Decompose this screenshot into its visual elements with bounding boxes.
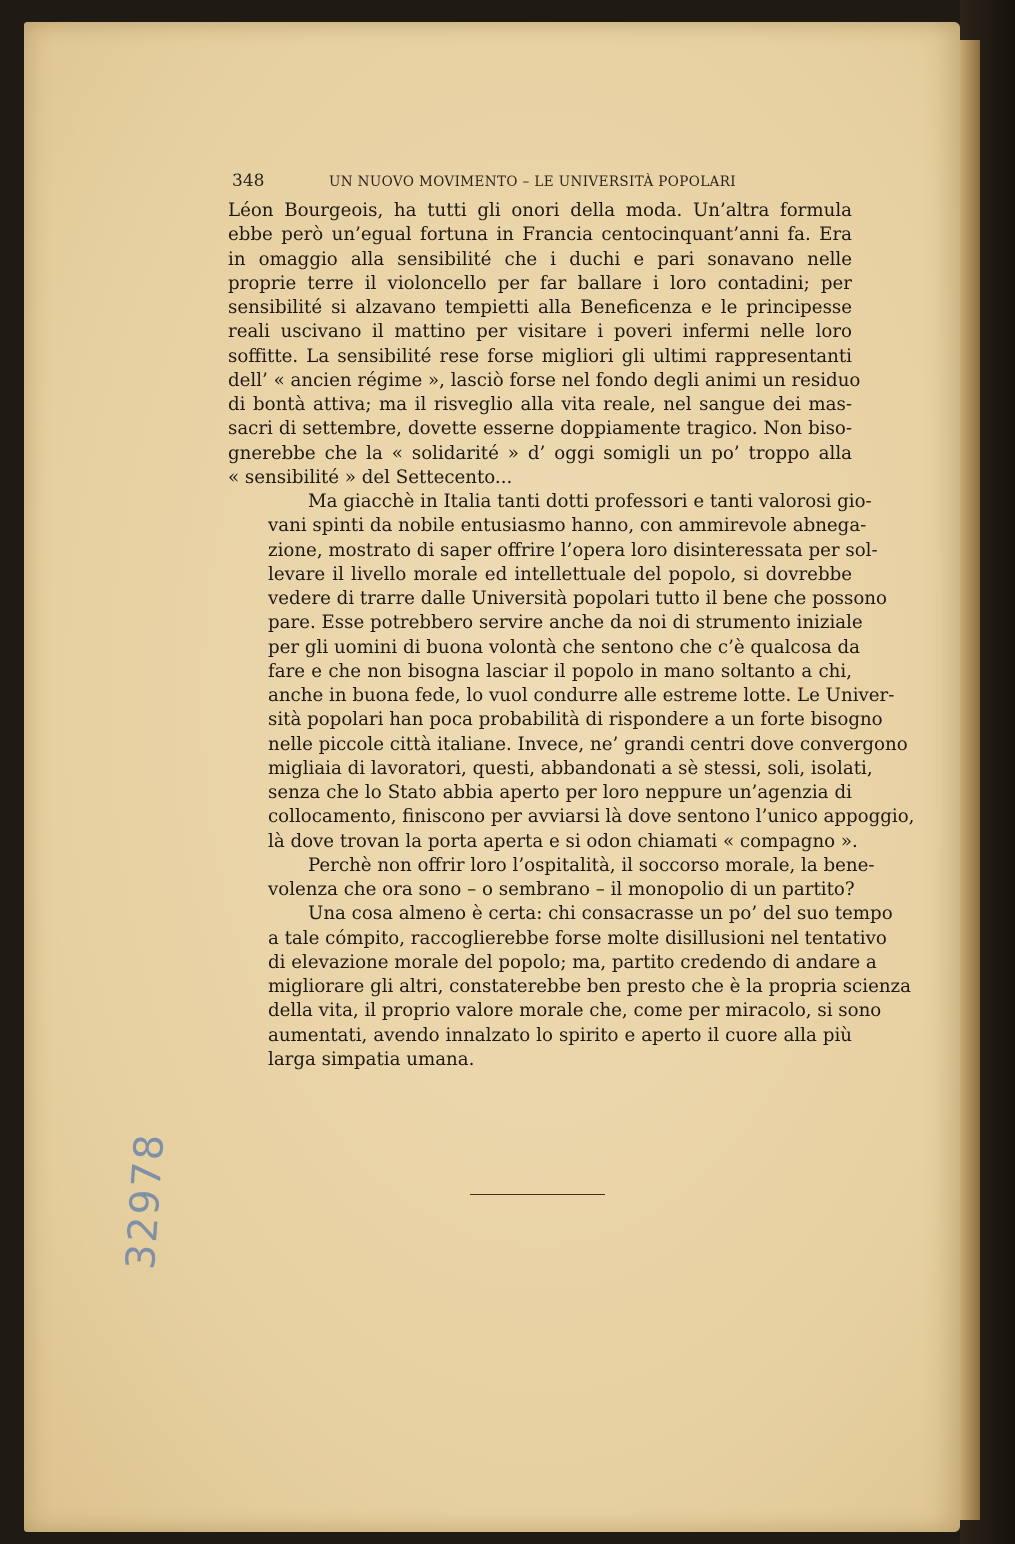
text-line: levare il livello morale ed intellettuale del popolo, si dovrebbe (268, 563, 852, 585)
text-line: Léon Bourgeois, ha tutti gli onori della moda. Un’altra formula (228, 200, 852, 221)
text-line: zione, mostrato di saper offrire l’opera loro disinteressata per sol- (268, 539, 878, 561)
section-rule (470, 1194, 605, 1195)
text-line: soffitte. La sensibilité rese forse migliori gli ultimi rappresentanti (228, 345, 852, 367)
text-line: vani spinti da nobile entusiasmo hanno, con ammirevole abnega- (268, 515, 867, 537)
page-number: 348 (232, 171, 265, 191)
text-line: in omaggio alla sensibilité che i duchi e pari sonavano nelle (228, 248, 852, 270)
text-line: dell’ « ancien régime », lasciò forse nel fondo degli animi un residuo (228, 369, 861, 391)
text-line: Una cosa almeno è certa: chi consacrasse un po’ del suo tempo (308, 903, 893, 925)
text-line: senza che lo Stato abbia aperto per loro neppure un’agenzia di (268, 782, 852, 803)
text-line: migliorare gli altri, constaterebbe ben presto che è la propria scienza (268, 976, 911, 997)
text-line: anche in buona fede, lo vuol condurre alle estreme lotte. Le Univer- (268, 685, 895, 706)
library-shelfmark: 32978 (118, 1131, 174, 1272)
text-line: collocamento, finiscono per avviarsi là dove sentono l’unico appoggio, (268, 806, 915, 828)
text-line: a tale cómpito, raccoglierebbe forse molte disillusioni nel tentativo (268, 927, 887, 949)
text-line: Perchè non offrir loro l’ospitalità, il soccorso morale, la bene- (308, 854, 875, 876)
page-header (232, 171, 872, 193)
text-line: Ma giacchè in Italia tanti dotti professori e tanti valorosi gio- (308, 491, 872, 512)
text-line: aumentati, avendo innalzato lo spirito e aperto il cuore alla più (268, 1024, 852, 1046)
body-text (228, 199, 915, 1072)
text-line: migliaia di lavoratori, questi, abbandonati a sè stessi, soli, isolati, (268, 757, 873, 779)
text-line: della vita, il proprio valore morale che, come per miracolo, si sono (268, 1000, 882, 1022)
page-edge (958, 40, 980, 1520)
text-line: sacri di settembre, dovette esserne doppiamente tragico. Non biso- (228, 418, 852, 440)
text-line: vedere di trarre dalle Università popolari tutto il bene che possono (268, 588, 887, 609)
text-line: « sensibilité » del Settecento... (228, 466, 513, 488)
text-line: sità popolari han poca probabilità di rispondere a un forte bisogno (268, 709, 883, 731)
text-line: di elevazione morale del popolo; ma, partito credendo di andare a (268, 951, 877, 973)
text-line: gnerebbe che la « solidarité » d’ oggi somigli un po’ troppo alla (228, 442, 852, 464)
text-line: volenza che ora sono – o sembrano – il monopolio di un partito? (268, 879, 855, 900)
text-line: là dove trovan la porta aperta e si odon chiamati « compagno ». (268, 830, 858, 852)
paragraph (228, 902, 911, 1072)
text-line: larga simpatia umana. (268, 1048, 475, 1070)
text-line: di bontà attiva; ma il risveglio alla vita reale, nel sangue dei mas- (228, 394, 852, 415)
text-line: sensibilité si alzavano tempietti alla Beneficenza e le principesse (228, 297, 852, 318)
text-line: nelle piccole città italiane. Invece, ne’ grandi centri dove convergono (268, 733, 908, 755)
text-line: pare. Esse potrebbero servire anche da noi di strumento iniziale (268, 612, 863, 634)
text-line: proprie terre il violoncello per far ballare i loro contadini; per (228, 272, 852, 294)
paragraph (228, 854, 875, 903)
text-line: per gli uomini di buona volontà che sentono che c’è qualcosa da (268, 636, 861, 658)
paragraph (228, 199, 861, 490)
text-line: fare e che non bisogna lasciar il popolo in mano soltanto a chi, (268, 660, 852, 682)
text-line: ebbe però un’egual fortuna in Francia centocinquant’anni fa. Era (228, 224, 852, 246)
running-title: UN NUOVO MOVIMENTO – LE UNIVERSITÀ POPOLARI (329, 174, 737, 190)
paragraph (228, 490, 915, 854)
text-line: reali uscivano il mattino per visitare i poveri infermi nelle loro (228, 321, 852, 343)
